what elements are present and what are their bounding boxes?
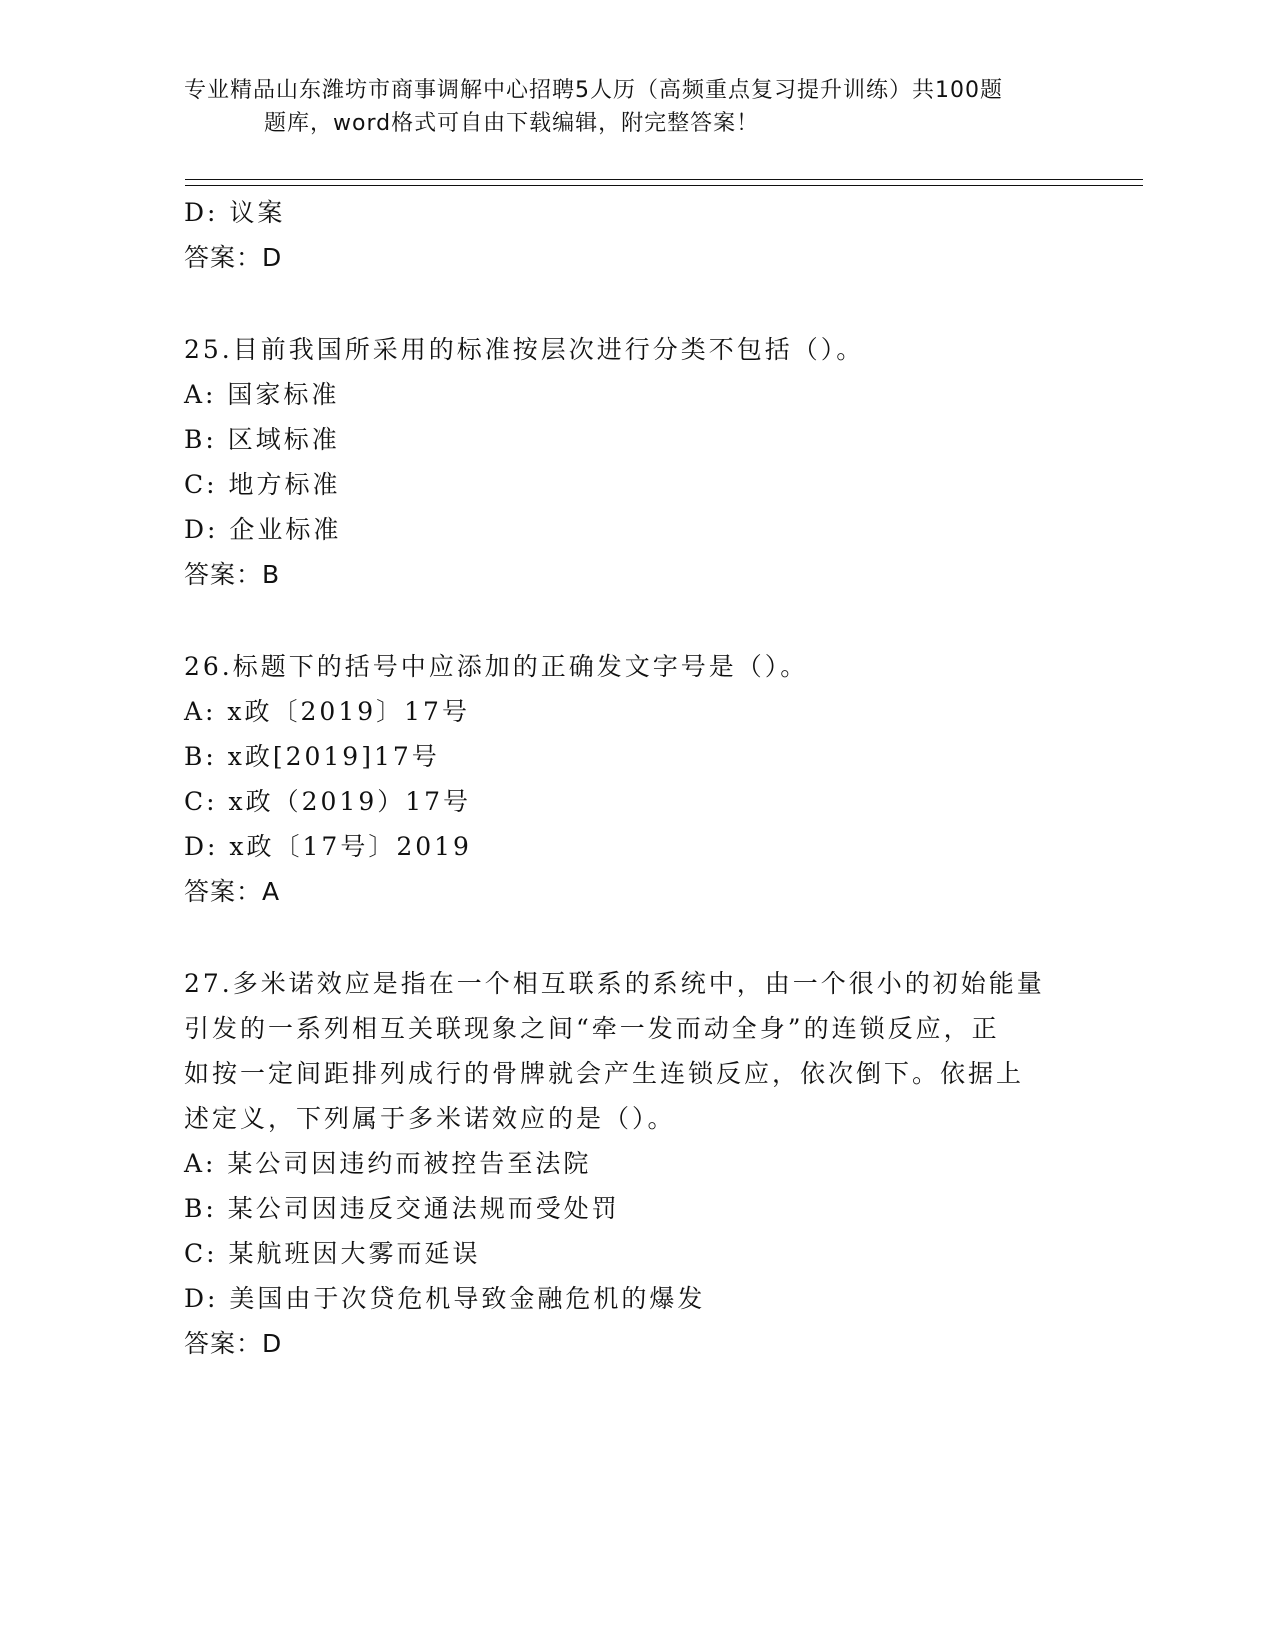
option-b: B: 区域标准 (184, 425, 340, 454)
header-title-line-2: 题库，word格式可自由下载编辑，附完整答案！ (264, 111, 760, 136)
question-27 (184, 961, 1064, 1366)
question-stem-line: 述定义，下列属于多米诺效应的是（）。 (184, 1104, 676, 1133)
answer: 答案：B (184, 560, 281, 589)
option-a: A: x政〔2019〕17号 (184, 697, 470, 726)
option-d: D: x政〔17号〕2019 (184, 832, 472, 861)
prev-option-d: D: 议案 (184, 198, 286, 227)
option-d: D: 企业标准 (184, 515, 342, 544)
question-stem-line: 27.多米诺效应是指在一个相互联系的系统中，由一个很小的初始能量 (184, 969, 1045, 998)
question-stem (184, 961, 1064, 1141)
option-a: A: 国家标准 (184, 380, 340, 409)
header-title-line-1: 专业精品山东潍坊市商事调解中心招聘5人历（高频重点复习提升训练）共100题 (184, 78, 1003, 103)
option-d: D: 美国由于次贷危机导致金融危机的爆发 (184, 1284, 706, 1313)
question-gap (184, 914, 1064, 961)
question-gap (184, 597, 1064, 644)
document-body (184, 190, 1064, 1366)
prev-answer: 答案：D (184, 243, 283, 272)
option-b: B: 某公司因违反交通法规而受处罚 (184, 1194, 620, 1223)
answer: 答案：A (184, 877, 281, 906)
question-stem: 25.目前我国所采用的标准按层次进行分类不包括（）。 (184, 335, 865, 364)
question-stem: 26.标题下的括号中应添加的正确发文字号是（）。 (184, 652, 809, 681)
option-c: C: 某航班因大雾而延误 (184, 1239, 481, 1268)
document-header (184, 74, 1084, 140)
question-26 (184, 644, 1064, 914)
question-gap (184, 280, 1064, 327)
answer: 答案：D (184, 1329, 283, 1358)
option-c: C: 地方标准 (184, 470, 341, 499)
question-25 (184, 327, 1064, 597)
option-c: C: x政（2019）17号 (184, 787, 472, 816)
header-rule-bottom (185, 185, 1143, 186)
option-b: B: x政[2019]17号 (184, 742, 440, 771)
question-stem-line: 引发的一系列相互关联现象之间“牵一发而动全身”的连锁反应，正 (184, 1014, 1000, 1043)
question-stem-line: 如按一定间距排列成行的骨牌就会产生连锁反应，依次倒下。依据上 (184, 1059, 1025, 1088)
header-rule-top (185, 179, 1143, 180)
option-a: A: 某公司因违约而被控告至法院 (184, 1149, 592, 1178)
